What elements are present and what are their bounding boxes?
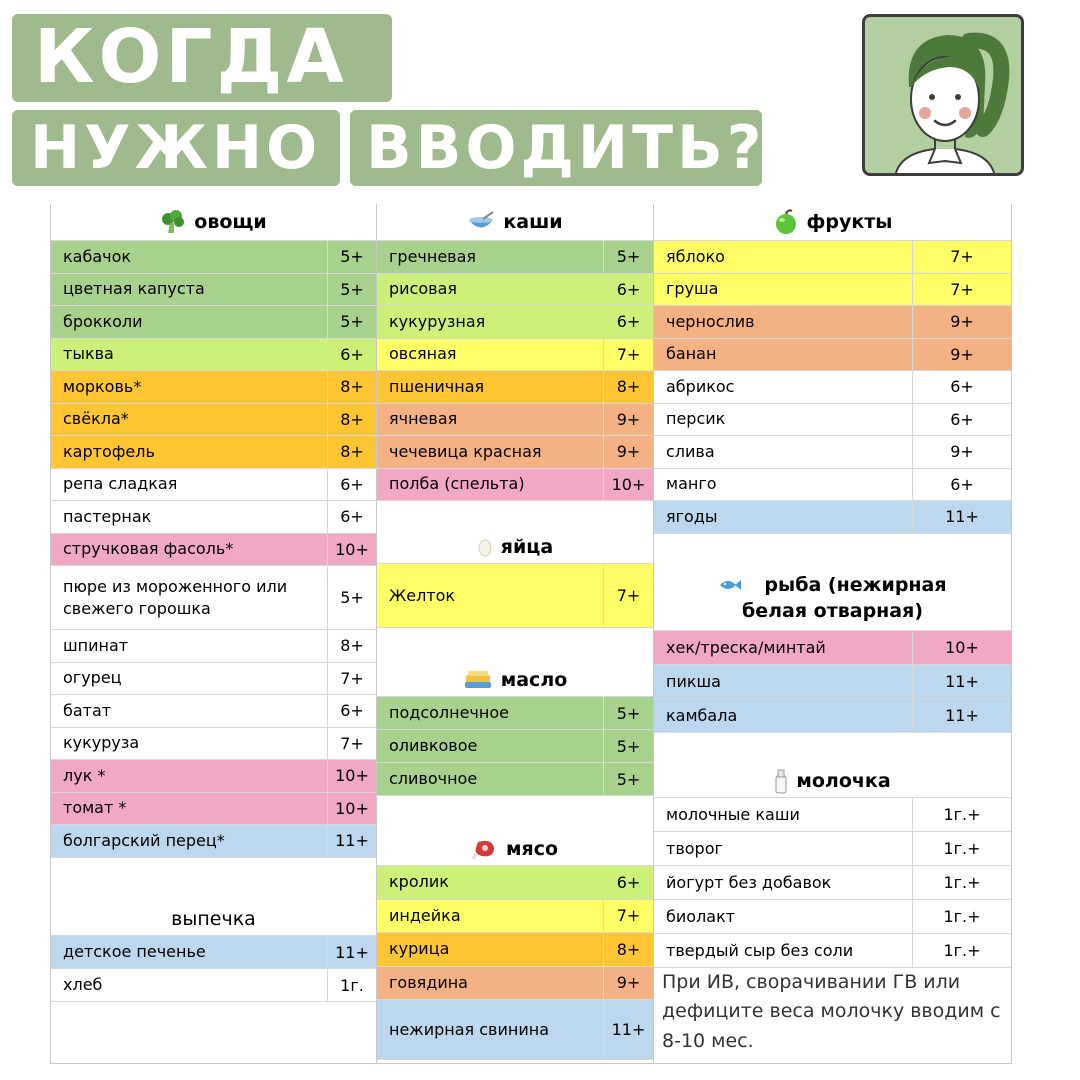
baking-row: [51, 936, 376, 969]
dairy-item-age: 1г.+: [943, 941, 981, 960]
fruits-header-label: фрукты: [806, 211, 893, 233]
avatar: [862, 14, 1024, 176]
fruits-row: [654, 241, 1011, 274]
fruits-item-age: 7+: [950, 247, 974, 267]
vegetables-item-name: огурец: [51, 663, 328, 695]
oil-header-label: масло: [500, 668, 568, 691]
vegetables-header: [51, 204, 376, 241]
porridge-row: [377, 241, 653, 274]
eggs-header-label: яйца: [500, 536, 554, 558]
vegetables-item-name: брокколи: [51, 306, 328, 338]
dairy-item-age: 1г.+: [943, 805, 981, 824]
vegetables-item-age: 5+: [340, 279, 364, 299]
fish-icon: [718, 577, 742, 593]
porridge-row: [377, 274, 653, 307]
vegetables-row: [51, 695, 376, 728]
fruits-item-name: чернослив: [654, 306, 913, 338]
fruits-item-age: 9+: [950, 312, 974, 332]
porridge-item-age: 10+: [611, 474, 646, 494]
vegetables-item-age: 5+: [340, 588, 364, 607]
dairy-item-age: 1г.+: [943, 873, 981, 892]
egg-icon: [477, 537, 493, 557]
meat-item-name: курица: [377, 933, 604, 966]
meat-row: [377, 1000, 653, 1060]
oil-item-name: оливковое: [377, 730, 604, 762]
vegetables-item-name: свёкла*: [51, 404, 328, 436]
porridge-item-age: 6+: [616, 279, 641, 299]
oil-row: [377, 730, 653, 763]
vegetables-item-name: батат: [51, 695, 328, 727]
fruits-row: [654, 501, 1011, 534]
meat-item-age: 7+: [616, 906, 641, 926]
porridge-item-age: 6+: [616, 312, 641, 332]
vegetables-item-age: 8+: [340, 409, 364, 429]
porridge-row: [377, 306, 653, 339]
porridge-header-label: каши: [503, 211, 563, 233]
vegetables-item-name: стручковая фасоль*: [51, 534, 328, 566]
fish-header-line2: белая отварная): [741, 599, 924, 622]
meat-row: [377, 933, 653, 967]
baking-row: [51, 969, 376, 1002]
meat-item-age: 6+: [616, 872, 641, 892]
vegetables-item-name: репа сладкая: [51, 469, 328, 501]
vegetables-item-age: 10+: [335, 766, 369, 786]
vegetables-row: [51, 793, 376, 826]
vegetables-row: [51, 371, 376, 404]
porridge-item-age: 8+: [616, 377, 641, 397]
meat-item-name: говядина: [377, 967, 604, 1000]
meat-header-label: мясо: [505, 837, 559, 860]
fish-header: [654, 565, 1011, 631]
fruits-item-name: яблоко: [654, 241, 913, 273]
fruits-row: [654, 306, 1011, 339]
fruits-item-name: манго: [654, 469, 913, 501]
eggs-header: [377, 531, 653, 564]
vegetables-item-name: кабачок: [51, 241, 328, 273]
porridge-header: [377, 204, 653, 241]
meat-item-name: нежирная свинина: [377, 1000, 604, 1059]
dairy-header-label: молочка: [796, 769, 891, 792]
meat-icon: [472, 838, 498, 860]
dairy-row: [654, 832, 1011, 866]
meat-item-age: 8+: [616, 939, 641, 959]
vegetables-row: [51, 566, 376, 630]
grid-right-border: [1011, 204, 1012, 1063]
vegetables-item-age: 5+: [340, 312, 364, 332]
dairy-item-name: молочные каши: [654, 798, 913, 831]
dairy-item-name: творог: [654, 832, 913, 865]
vegetables-item-age: 6+: [340, 474, 364, 494]
vegetables-row: [51, 436, 376, 469]
fish-row: [654, 665, 1011, 699]
meat-header: [377, 832, 653, 866]
vegetables-item-name: пастернак: [51, 501, 328, 533]
fruits-item-age: 6+: [950, 377, 974, 397]
dairy-note: При ИВ, сворачивании ГВ или дефиците веса молочку вводим с 8-10 мес.: [662, 971, 1001, 1052]
fruits-item-age: 6+: [950, 409, 974, 429]
baking-item-age: 1г.: [340, 975, 364, 995]
middle-column: [377, 204, 653, 1064]
fruits-item-age: 9+: [950, 442, 974, 462]
porridge-item-name: рисовая: [377, 274, 604, 306]
vegetables-row: [51, 241, 376, 274]
vegetables-item-age: 10+: [335, 798, 369, 818]
porridge-item-age: 5+: [616, 247, 641, 267]
vegetables-row: [51, 339, 376, 372]
dairy-row: [654, 934, 1011, 968]
vegetables-row: [51, 501, 376, 534]
fruits-header: [654, 204, 1011, 241]
vegetables-row: [51, 760, 376, 793]
vegetables-item-name: лук *: [51, 760, 328, 792]
title-line2a: НУЖНО: [30, 113, 322, 183]
vegetables-item-name: томат *: [51, 793, 328, 825]
meat-row: [377, 866, 653, 900]
fruits-item-name: ягоды: [654, 501, 913, 533]
oil-row: [377, 763, 653, 796]
porridge-item-name: чечевица красная: [377, 436, 604, 468]
porridge-row: [377, 436, 653, 469]
dairy-header: [654, 764, 1011, 798]
vegetables-item-name: болгарский перец*: [51, 825, 328, 857]
porridge-row: [377, 469, 653, 502]
porridge-item-name: гречневая: [377, 241, 604, 273]
baking-header: [51, 903, 376, 936]
vegetables-column: [51, 204, 376, 1064]
vegetables-item-age: 10+: [335, 539, 369, 559]
fish-row: [654, 631, 1011, 665]
dairy-item-age: 1г.+: [943, 839, 981, 858]
fruits-item-name: персик: [654, 404, 913, 436]
porridge-item-age: 9+: [616, 409, 641, 429]
bowl-icon: [467, 211, 495, 233]
porridge-item-age: 9+: [616, 442, 641, 462]
vegetables-item-name: картофель: [51, 436, 328, 468]
porridge-row: [377, 339, 653, 372]
fruits-item-age: 7+: [950, 279, 974, 299]
porridge-item-name: кукурузная: [377, 306, 604, 338]
dairy-item-name: йогурт без добавок: [654, 866, 913, 899]
fruits-row: [654, 436, 1011, 469]
oil-item-age: 5+: [616, 736, 641, 756]
vegetables-row: [51, 469, 376, 502]
apple-icon: [773, 209, 799, 235]
fruits-item-name: абрикос: [654, 371, 913, 403]
oil-item-name: подсолнечное: [377, 697, 604, 729]
vegetables-item-age: 6+: [340, 507, 364, 527]
vegetables-item-age: 7+: [340, 668, 364, 688]
fruits-row: [654, 469, 1011, 502]
fruits-item-age: 6+: [950, 474, 974, 494]
dairy-row: [654, 900, 1011, 934]
fish-row: [654, 699, 1011, 733]
fruits-item-age: 11+: [945, 507, 979, 527]
meat-item-age: 9+: [616, 973, 641, 993]
fish-item-name: камбала: [654, 699, 913, 732]
vegetables-row: [51, 728, 376, 761]
fish-header-line1: рыба (нежирная: [764, 573, 947, 596]
vegetables-header-label: овощи: [194, 211, 267, 233]
dairy-row: [654, 798, 1011, 832]
fish-item-age: 11+: [945, 706, 979, 725]
fruits-row: [654, 274, 1011, 307]
vegetables-row: [51, 404, 376, 437]
vegetables-item-age: 6+: [340, 701, 364, 721]
vegetables-item-name: кукуруза: [51, 728, 328, 760]
butter-icon: [463, 669, 493, 691]
fruits-column: [654, 204, 1011, 1064]
vegetables-item-age: 11+: [335, 831, 369, 851]
porridge-item-name: ячневая: [377, 404, 604, 436]
woman-portrait-icon: [865, 17, 1021, 173]
fish-item-name: хек/треска/минтай: [654, 631, 913, 664]
eggs-item-age: 7+: [616, 586, 641, 605]
porridge-item-name: пшеничная: [377, 371, 604, 403]
vegetables-item-name: шпинат: [51, 630, 328, 662]
fish-item-age: 11+: [945, 672, 979, 691]
vegetables-item-age: 5+: [340, 247, 364, 267]
oil-item-name: сливочное: [377, 763, 604, 795]
baking-item-name: хлеб: [51, 969, 328, 1001]
vegetables-row: [51, 534, 376, 567]
fruits-item-name: банан: [654, 339, 913, 371]
dairy-row: [654, 866, 1011, 900]
fruits-item-name: груша: [654, 274, 913, 306]
vegetables-row: [51, 274, 376, 307]
dairy-item-name: твердый сыр без соли: [654, 934, 913, 967]
fruits-item-name: слива: [654, 436, 913, 468]
meat-row: [377, 900, 653, 934]
title-line2b: ВВОДИТЬ?: [366, 113, 766, 183]
vegetables-row: [51, 663, 376, 696]
oil-item-age: 5+: [616, 703, 641, 723]
vegetables-item-name: морковь*: [51, 371, 328, 403]
porridge-item-age: 7+: [616, 344, 641, 364]
vegetables-row: [51, 306, 376, 339]
fish-item-name: пикша: [654, 665, 913, 698]
fruits-row: [654, 339, 1011, 372]
fruits-row: [654, 404, 1011, 437]
vegetables-item-name: пюре из мороженного или свежего горошка: [51, 566, 328, 629]
eggs-item-name: Желток: [377, 564, 604, 627]
meat-item-name: индейка: [377, 900, 604, 933]
dairy-item-age: 1г.+: [943, 907, 981, 926]
baking-header-label: выпечка: [171, 908, 256, 930]
vegetables-item-name: цветная капуста: [51, 274, 328, 306]
porridge-row: [377, 404, 653, 437]
vegetables-item-name: тыква: [51, 339, 328, 371]
fish-item-age: 10+: [945, 638, 979, 657]
vegetables-row: [51, 825, 376, 858]
meat-row: [377, 967, 653, 1001]
milk-bottle-icon: [774, 768, 788, 794]
porridge-item-name: полба (спельта): [377, 469, 604, 501]
dairy-item-name: биолакт: [654, 900, 913, 933]
vegetables-item-age: 8+: [340, 442, 364, 462]
broccoli-icon: [160, 210, 186, 234]
fruits-item-age: 9+: [950, 344, 974, 364]
title-line1: КОГДА: [34, 14, 348, 100]
vegetables-item-age: 8+: [340, 377, 364, 397]
oil-header: [377, 663, 653, 697]
vegetables-row: [51, 630, 376, 663]
porridge-item-name: овсяная: [377, 339, 604, 371]
oil-row: [377, 697, 653, 730]
baking-item-age: 11+: [335, 942, 369, 962]
eggs-row: [377, 564, 653, 628]
fruits-row: [654, 371, 1011, 404]
meat-item-name: кролик: [377, 866, 604, 899]
baking-item-name: детское печенье: [51, 936, 328, 968]
meat-item-age: 11+: [611, 1020, 646, 1039]
porridge-row: [377, 371, 653, 404]
oil-item-age: 5+: [616, 769, 641, 789]
vegetables-item-age: 6+: [340, 344, 364, 364]
vegetables-item-age: 7+: [340, 733, 364, 753]
vegetables-item-age: 8+: [340, 636, 364, 656]
